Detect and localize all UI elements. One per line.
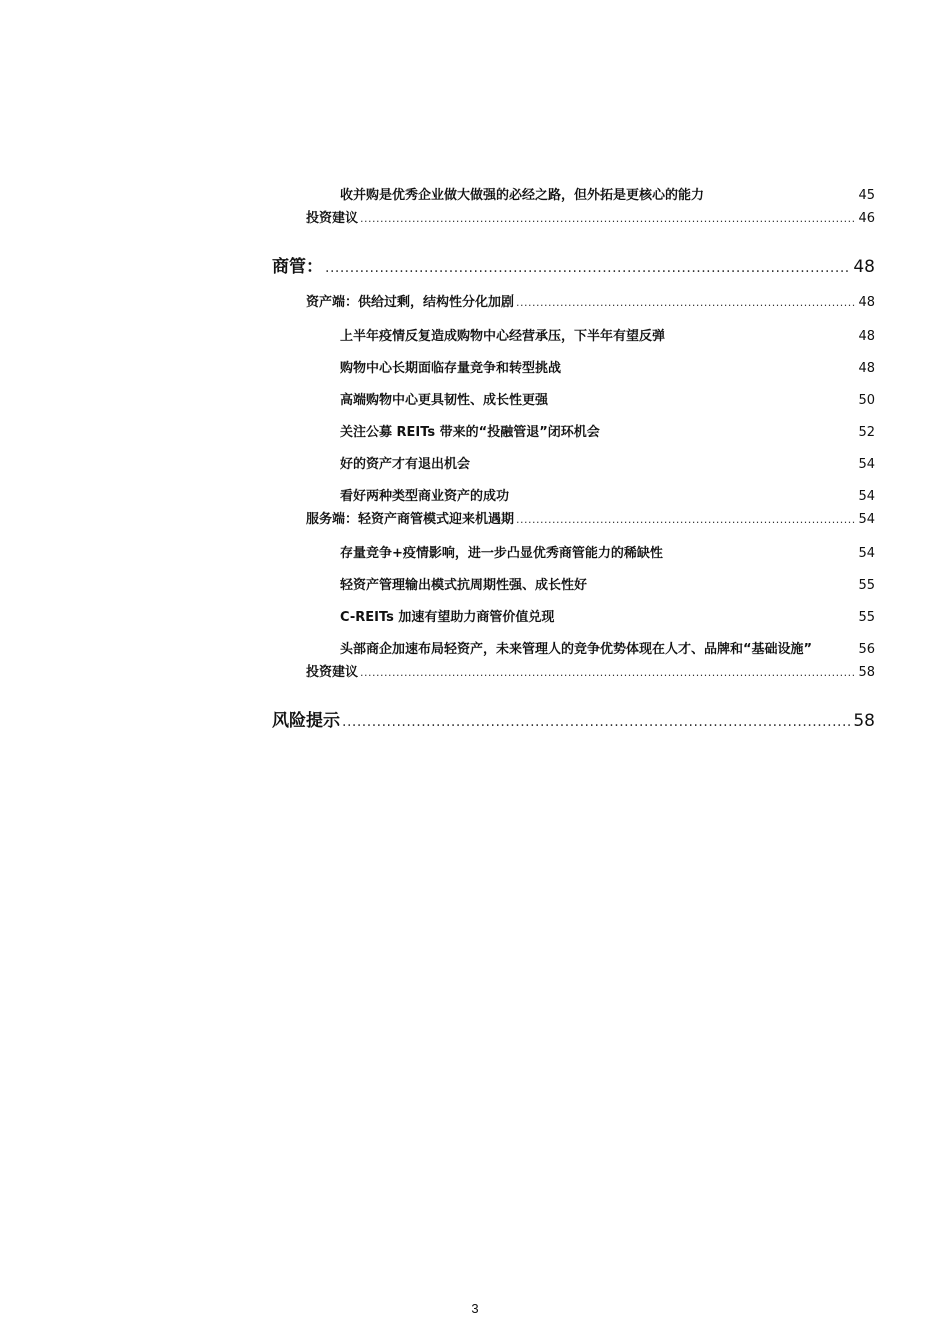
toc-entry[interactable]	[340, 357, 875, 376]
toc-entry-title: 头部商企加速布局轻资产，未来管理人的竞争优势体现在人才、品牌和“基础设施”	[340, 642, 813, 657]
toc-entry-title: 关注公募 REITs 带来的“投融管退”闭环机会	[340, 425, 600, 440]
toc-entry-title: 好的资产才有退出机会	[340, 457, 471, 472]
toc-entry[interactable]	[340, 542, 875, 561]
toc-entry-page: 55	[858, 578, 875, 593]
dot-leader	[360, 666, 856, 679]
toc-entry-page: 46	[858, 211, 875, 226]
toc-entry[interactable]	[306, 508, 875, 527]
toc-entry-title: 存量竞争+疫情影响，进一步凸显优秀商管能力的稀缺性	[340, 546, 663, 561]
toc-entry-page: 56	[858, 642, 875, 657]
toc-entry-title: 轻资产管理输出模式抗周期性强、成长性好	[340, 578, 588, 593]
dot-leader	[516, 296, 856, 309]
toc-entry-page: 54	[858, 512, 875, 527]
dot-leader	[360, 212, 856, 225]
toc-entry-page: 55	[858, 610, 875, 625]
toc-entry[interactable]	[340, 184, 875, 203]
dot-leader	[325, 260, 851, 276]
toc-entry-title: 看好两种类型商业资产的成功	[340, 489, 510, 504]
dot-leader	[516, 513, 856, 526]
dot-leader	[342, 714, 851, 730]
toc-chapter-page: 48	[853, 257, 875, 277]
toc-entry[interactable]	[340, 638, 875, 657]
toc-entry-page: 48	[858, 295, 875, 310]
toc-entry-title: 收并购是优秀企业做大做强的必经之路，但外拓是更核心的能力	[340, 188, 705, 203]
toc-chapter-title: 商管：	[272, 257, 323, 277]
toc-entry-title: 上半年疫情反复造成购物中心经营承压，下半年有望反弹	[340, 329, 666, 344]
toc-entry-page: 52	[858, 425, 875, 440]
toc-chapter[interactable]	[272, 706, 875, 731]
toc-entry-page: 54	[858, 489, 875, 504]
toc-entry-page: 48	[858, 361, 875, 376]
toc-entry[interactable]	[340, 325, 875, 344]
toc-entry-page: 48	[858, 329, 875, 344]
toc-entry-page: 54	[858, 457, 875, 472]
toc-entry[interactable]	[340, 453, 875, 472]
toc-entry-title: 投资建议	[306, 211, 359, 226]
toc-entry-page: 58	[858, 665, 875, 680]
toc-entry-title: 高端购物中心更具韧性、成长性更强	[340, 393, 549, 408]
toc-chapter[interactable]	[272, 252, 875, 277]
toc-entry-title: 投资建议	[306, 665, 359, 680]
toc-entry[interactable]	[340, 574, 875, 593]
toc-entry-page: 50	[858, 393, 875, 408]
toc-entry[interactable]	[306, 661, 875, 680]
page-number: 3	[471, 1301, 479, 1316]
toc-entry-page: 54	[858, 546, 875, 561]
toc-entry-page: 45	[858, 188, 875, 203]
toc-chapter-title: 风险提示	[272, 711, 340, 731]
toc-entry[interactable]	[306, 207, 875, 226]
toc-entry[interactable]	[306, 291, 875, 310]
toc-entry[interactable]	[340, 421, 875, 440]
toc-chapter-page: 58	[853, 711, 875, 731]
toc-entry-title: C-REITs 加速有望助力商管价值兑现	[340, 610, 555, 625]
toc-entry[interactable]	[340, 606, 875, 625]
toc-entry-title: 服务端：轻资产商管模式迎来机遇期	[306, 512, 515, 527]
toc-entry-title: 购物中心长期面临存量竞争和转型挑战	[340, 361, 562, 376]
toc-entry[interactable]	[340, 485, 875, 504]
toc-entry[interactable]	[340, 389, 875, 408]
toc-entry-title: 资产端：供给过剩，结构性分化加剧	[306, 295, 515, 310]
